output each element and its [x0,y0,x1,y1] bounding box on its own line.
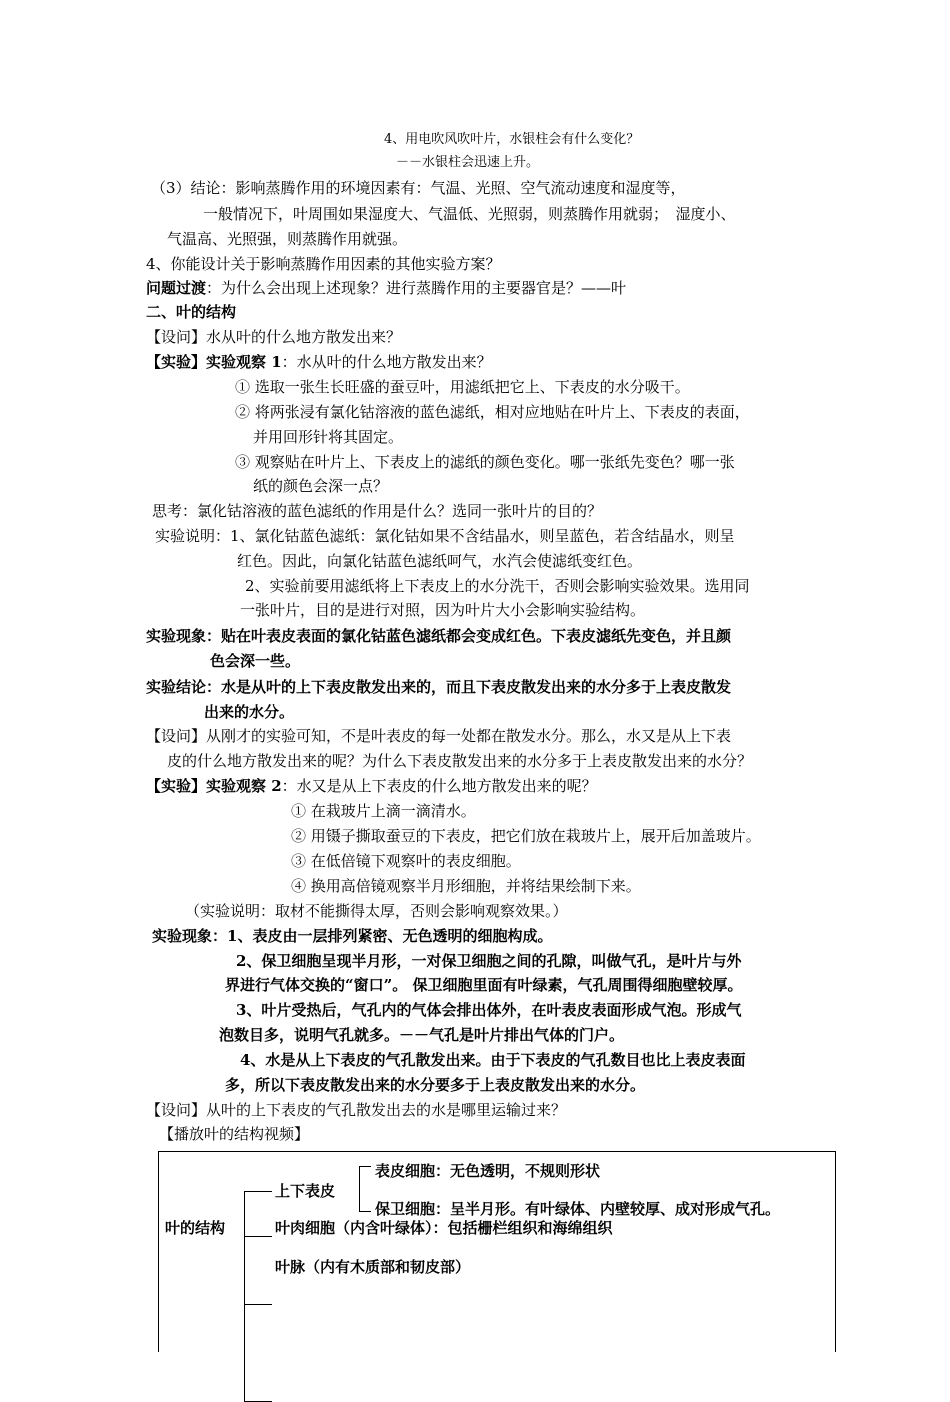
text-line: 4、用电吹风吹叶片，水银柱会有什么变化？ [384,132,640,147]
bracket-line [244,1304,272,1305]
text-line: 皮的什么地方散发出来的呢？为什么下表皮散发出来的水分多于上表皮散发出来的水分？ [167,752,753,770]
text-line: 【设问】从刚才的实验可知，不是叶表皮的每一处都在散发水分。那么，水又是从上下表 [146,727,732,745]
text-line: 【设问】从叶的上下表皮的气孔散发出去的水是哪里运输过来？ [146,1101,567,1119]
text-line: ③ 观察贴在叶片上、下表皮上的滤纸的颜色变化。哪一张纸先变色？哪一张 [235,453,735,471]
text-line: 一般情况下，叶周围如果湿度大、气温低、光照弱，则蒸腾作用就弱； 湿度小、 [203,205,736,223]
leaf-structure-diagram [158,1151,836,1352]
bracket-line [359,1166,360,1212]
text-line [146,352,492,372]
text-line: 实验结论：水是从叶的上下表皮散发出来的，而且下表皮散发出来的水分多于上表皮散发 [146,678,732,696]
text-line: 3、叶片受热后，气孔内的气体会排出体外，在叶表皮表面形成气泡。形成气 [236,1001,742,1019]
text-span: ：水又是从上下表皮的什么地方散发出来的呢？ [281,777,597,795]
diagram-mesophyll: 叶肉细胞（内含叶绿体）：包括栅栏组织和海绵组织 [275,1219,613,1237]
text-line: 4、水是从上下表皮的气孔散发出来。由于下表皮的气孔数目也比上表皮表面 [240,1051,746,1069]
text-line: 2、实验前要用滤纸将上下表皮上的水分洗干，否则会影响实验效果。选用同 [245,577,750,595]
diagram-guard-cell: 保卫细胞：呈半月形。有叶绿体、内壁较厚、成对形成气孔。 [375,1200,781,1218]
text-line: 多，所以下表皮散发出来的水分要多于上表皮散发出来的水分。 [225,1076,646,1094]
text-span: ：为什么会出现上述现象？进行蒸腾作用的主要器官是？——叶 [206,279,627,297]
bracket-line [244,1236,272,1237]
text-line: 气温高、光照强，则蒸腾作用就强。 [167,230,408,248]
bracket-line [244,1191,272,1192]
text-line: ① 在栽玻片上滴一滴清水。 [291,802,476,820]
bracket-line [359,1211,371,1212]
text-line: 泡数目多，说明气孔就多。－－气孔是叶片排出气体的门户。 [219,1026,625,1044]
text-line: 实验现象：贴在叶表皮表面的氯化钴蓝色滤纸都会变成红色。下表皮滤纸先变色，并且颜 [146,627,732,645]
text-line: 纸的颜色会深一点？ [253,477,389,495]
text-line: ③ 在低倍镜下观察叶的表皮细胞。 [291,852,521,870]
bracket-line [359,1166,371,1167]
text-line: （实验说明：取材不能撕得太厚，否则会影响观察效果。） [185,902,568,920]
text-line: （3）结论：影响蒸腾作用的环境因素有：气温、光照、空气流动速度和湿度等， [151,179,686,197]
bold-label: 问题过渡 [146,279,207,297]
text-line [146,278,626,298]
text-line: ② 用镊子撕取蚕豆的下表皮，把它们放在栽玻片上，展开后加盖玻片。 [291,827,761,845]
text-line: －－水银柱会迅速上升。 [396,155,540,170]
diagram-root-label: 叶的结构 [165,1219,226,1237]
bold-label: 【实验】实验观察 1 [146,353,282,371]
text-line: 并用回形针将其固定。 [253,428,404,446]
text-line: 色会深一些。 [210,652,301,670]
text-line: 出来的水分。 [204,703,295,721]
diagram-epidermis-label: 上下表皮 [275,1182,336,1200]
text-line: 【设问】水从叶的什么地方散发出来？ [146,328,402,346]
section-heading: 二、叶的结构 [146,303,237,321]
text-line: 一张叶片，目的是进行对照，因为叶片大小会影响实验结构。 [240,601,646,619]
bold-label: 【实验】实验观察 2 [146,777,282,795]
text-line: 实验现象：1、表皮由一层排列紧密、无色透明的细胞构成。 [152,927,553,945]
text-line: ① 选取一张生长旺盛的蚕豆叶，用滤纸把它上、下表皮的水分吸干。 [235,378,690,396]
text-line [146,776,597,796]
text-line: ② 将两张浸有氯化钴溶液的蓝色滤纸，相对应地贴在叶片上、下表皮的表面， [235,403,750,421]
text-line: 实验说明：1、氯化钴蓝色滤纸：氯化钴如果不含结晶水，则呈蓝色，若含结晶水，则呈 [155,527,735,545]
text-line: 4、你能设计关于影响蒸腾作用因素的其他实验方案？ [146,255,501,273]
text-line: 红色。因此，向氯化钴蓝色滤纸呵气，水汽会使滤纸变红色。 [237,552,643,570]
text-line: ④ 换用高倍镜观察半月形细胞，并将结果绘制下来。 [291,877,641,895]
text-line: 界进行气体交换的“窗口”。 保卫细胞里面有叶绿素，气孔周围得细胞壁较厚。 [225,976,743,994]
text-line: 【播放叶的结构视频】 [159,1125,310,1143]
diagram-epidermal-cell: 表皮细胞：无色透明，不规则形状 [375,1162,601,1180]
diagram-vein: 叶脉（内有木质部和韧皮部） [275,1258,471,1276]
text-span: ：水从叶的什么地方散发出来？ [281,353,492,371]
text-line: 2、保卫细胞呈现半月形，一对保卫细胞之间的孔隙，叫做气孔，是叶片与外 [236,952,742,970]
bracket-line [244,1191,245,1402]
text-line: 思考：氯化钴溶液的蓝色滤纸的作用是什么？选同一张叶片的目的？ [152,502,603,520]
